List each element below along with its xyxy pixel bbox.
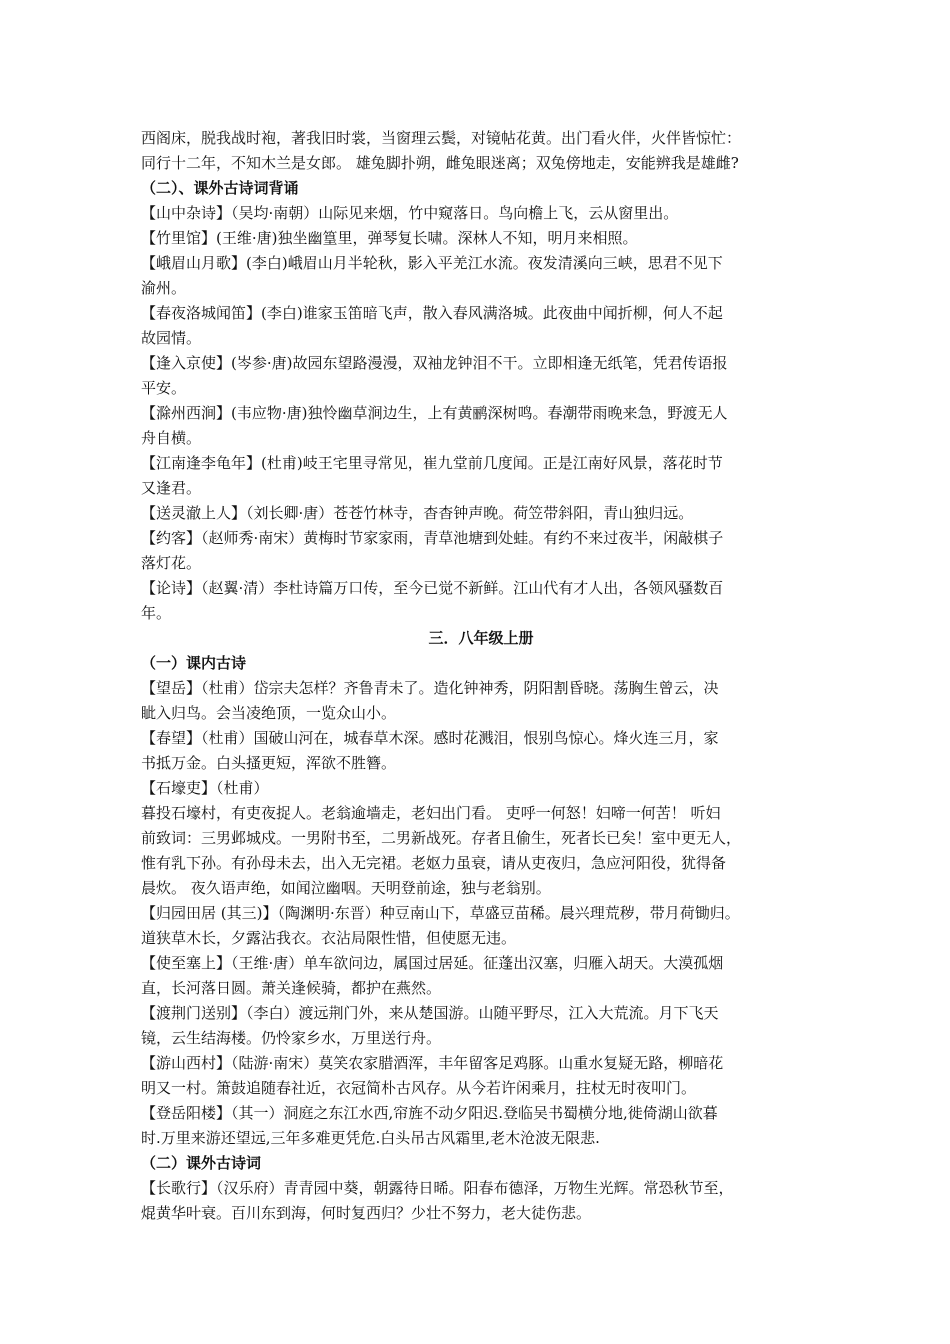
text-line: 【登岳阳楼】（其一）洞庭之东江水西,帘旌不动夕阳迟.登临吴书蜀横分地,徙倚湖山欲暮 bbox=[141, 1104, 718, 1122]
text-line: 又逢君。 bbox=[141, 479, 202, 497]
text-line: 道狭草木长，夕露沾我衣。衣沾局限性惜，但使愿无违。 bbox=[141, 929, 517, 947]
text-line: 明又一村。箫鼓追随春社近，衣冠简朴古风存。从今若许闲乘月，拄杖无时夜叩门。 bbox=[141, 1079, 697, 1097]
text-line: 【论诗】（赵翼·清）李杜诗篇万口传，至今已觉不新鲜。江山代有才人出，各领风骚数百 bbox=[141, 579, 724, 597]
text-line: 渝州。 bbox=[141, 279, 187, 297]
section-heading: （二）、课外古诗词背诵 bbox=[141, 179, 299, 197]
text-line: 【长歌行】（汉乐府）青青园中葵，朝露待日晞。阳春布德泽，万物生光辉。常恐秋节至， bbox=[141, 1179, 734, 1197]
text-line: 年。 bbox=[141, 604, 172, 622]
text-line: 舟自横。 bbox=[141, 429, 202, 447]
text-line: 【春夜洛城闻笛】(李白)谁家玉笛暗飞声，散入春风满洛城。此夜曲中闻折柳，何人不起 bbox=[141, 304, 723, 322]
text-line: 【山中杂诗】（吴均·南朝）山际见来烟，竹中窥落日。鸟向檐上飞，云从窗里出。 bbox=[141, 204, 679, 222]
text-line: 眦入归鸟。会当凌绝顶，一览众山小。 bbox=[141, 704, 397, 722]
text-line: 焜黄华叶衰。百川东到海，何时复西归？少壮不努力，老大徒伤悲。 bbox=[141, 1204, 592, 1222]
text-line: 书抵万金。白头搔更短，浑欲不胜簪。 bbox=[141, 754, 397, 772]
text-line: 同行十二年，不知木兰是女郎。 雄兔脚扑朔，雌兔眼迷离；双兔傍地走，安能辨我是雄雌? bbox=[141, 154, 739, 172]
text-line: 【峨眉山月歌】(李白)峨眉山月半轮秋，影入平羌江水流。夜发清溪向三峡，思君不见下 bbox=[141, 254, 723, 272]
text-line: 时.万里来游还望远,三年多难更凭危.白头吊古风霜里,老木沧波无限悲. bbox=[141, 1129, 600, 1147]
text-line: 【游山西村】（陆游·南宋）莫笑农家腊酒浑，丰年留客足鸡豚。山重水复疑无路，柳暗花 bbox=[141, 1054, 724, 1072]
text-line: 晨炊。 夜久语声绝，如闻泣幽咽。天明登前途，独与老翁别。 bbox=[141, 879, 551, 897]
text-line: 平安。 bbox=[141, 379, 187, 397]
text-line: 【滁州西涧】(韦应物·唐)独怜幽草涧边生，上有黄鹂深树鸣。春潮带雨晚来急，野渡无人 bbox=[141, 404, 728, 422]
text-line: 【约客】（赵师秀·南宋）黄梅时节家家雨，青草池塘到处蛙。有约不来过夜半，闲敲棋子 bbox=[141, 529, 724, 547]
text-line: 落灯花。 bbox=[141, 554, 202, 572]
text-line: 西阁床，脱我战时袍，著我旧时裳，当窗理云鬓，对镜帖花黄。出门看火伴，火伴皆惊忙： bbox=[141, 129, 742, 147]
text-line: 【石壕吏】（杜甫） bbox=[141, 779, 269, 797]
text-line: 【逢入京使】(岑参·唐)故园东望路漫漫，双袖龙钟泪不干。立即相逢无纸笔，凭君传语报 bbox=[141, 354, 728, 372]
text-line: 【送灵澈上人】（刘长卿·唐）苍苍竹林寺，杳杳钟声晚。荷笠带斜阳，青山独归远。 bbox=[141, 504, 694, 522]
text-line: 惟有乳下孙。有孙母未去，出入无完裙。老妪力虽衰，请从吏夜归，急应河阳役，犹得备 bbox=[141, 854, 727, 872]
text-line: 【江南逢李龟年】(杜甫)岐王宅里寻常见，崔九堂前几度闻。正是江南好风景，落花时节 bbox=[141, 454, 723, 472]
section-heading: （一）课内古诗 bbox=[141, 654, 247, 672]
text-line: 【渡荆门送别】（李白）渡远荆门外，来从楚国游。山随平野尽，江入大荒流。月下飞天 bbox=[141, 1004, 719, 1022]
text-line: 故园情。 bbox=[141, 329, 202, 347]
text-line: 前致词：三男邺城戍。一男附书至，二男新战死。存者且偷生，死者长已矣！室中更无人， bbox=[141, 829, 742, 847]
text-line: 【竹里馆】(王维·唐)独坐幽篁里，弹琴复长啸。深林人不知，明月来相照。 bbox=[141, 229, 638, 247]
text-line: 直，长河落日圆。萧关逢候骑，都护在燕然。 bbox=[141, 979, 442, 997]
text-line: 暮投石壕村，有吏夜捉人。老翁逾墙走，老妇出门看。 吏呼一何怒！妇啼一何苦！ 听妇 bbox=[141, 804, 721, 822]
text-line: 【归园田居 (其三)】（陶渊明·东晋）种豆南山下，草盛豆苗稀。晨兴理荒秽，带月荷锄归。 bbox=[141, 904, 740, 922]
text-line: 镜，云生结海楼。仍怜家乡水，万里送行舟。 bbox=[141, 1029, 442, 1047]
section-title: 三．八年级上册 bbox=[428, 629, 534, 647]
text-line: 【望岳】（杜甫）岱宗夫怎样？齐鲁青未了。造化钟神秀，阴阳割昏晓。荡胸生曾云，决 bbox=[141, 679, 719, 697]
document-page bbox=[141, 126, 821, 1226]
section-heading: （二）课外古诗词 bbox=[141, 1154, 262, 1172]
text-line: 【使至塞上】（王维·唐）单车欲问边，属国过居延。征蓬出汉塞，归雁入胡天。大漠孤烟 bbox=[141, 954, 724, 972]
text-line: 【春望】（杜甫）国破山河在，城春草木深。感时花溅泪，恨别鸟惊心。烽火连三月，家 bbox=[141, 729, 719, 747]
